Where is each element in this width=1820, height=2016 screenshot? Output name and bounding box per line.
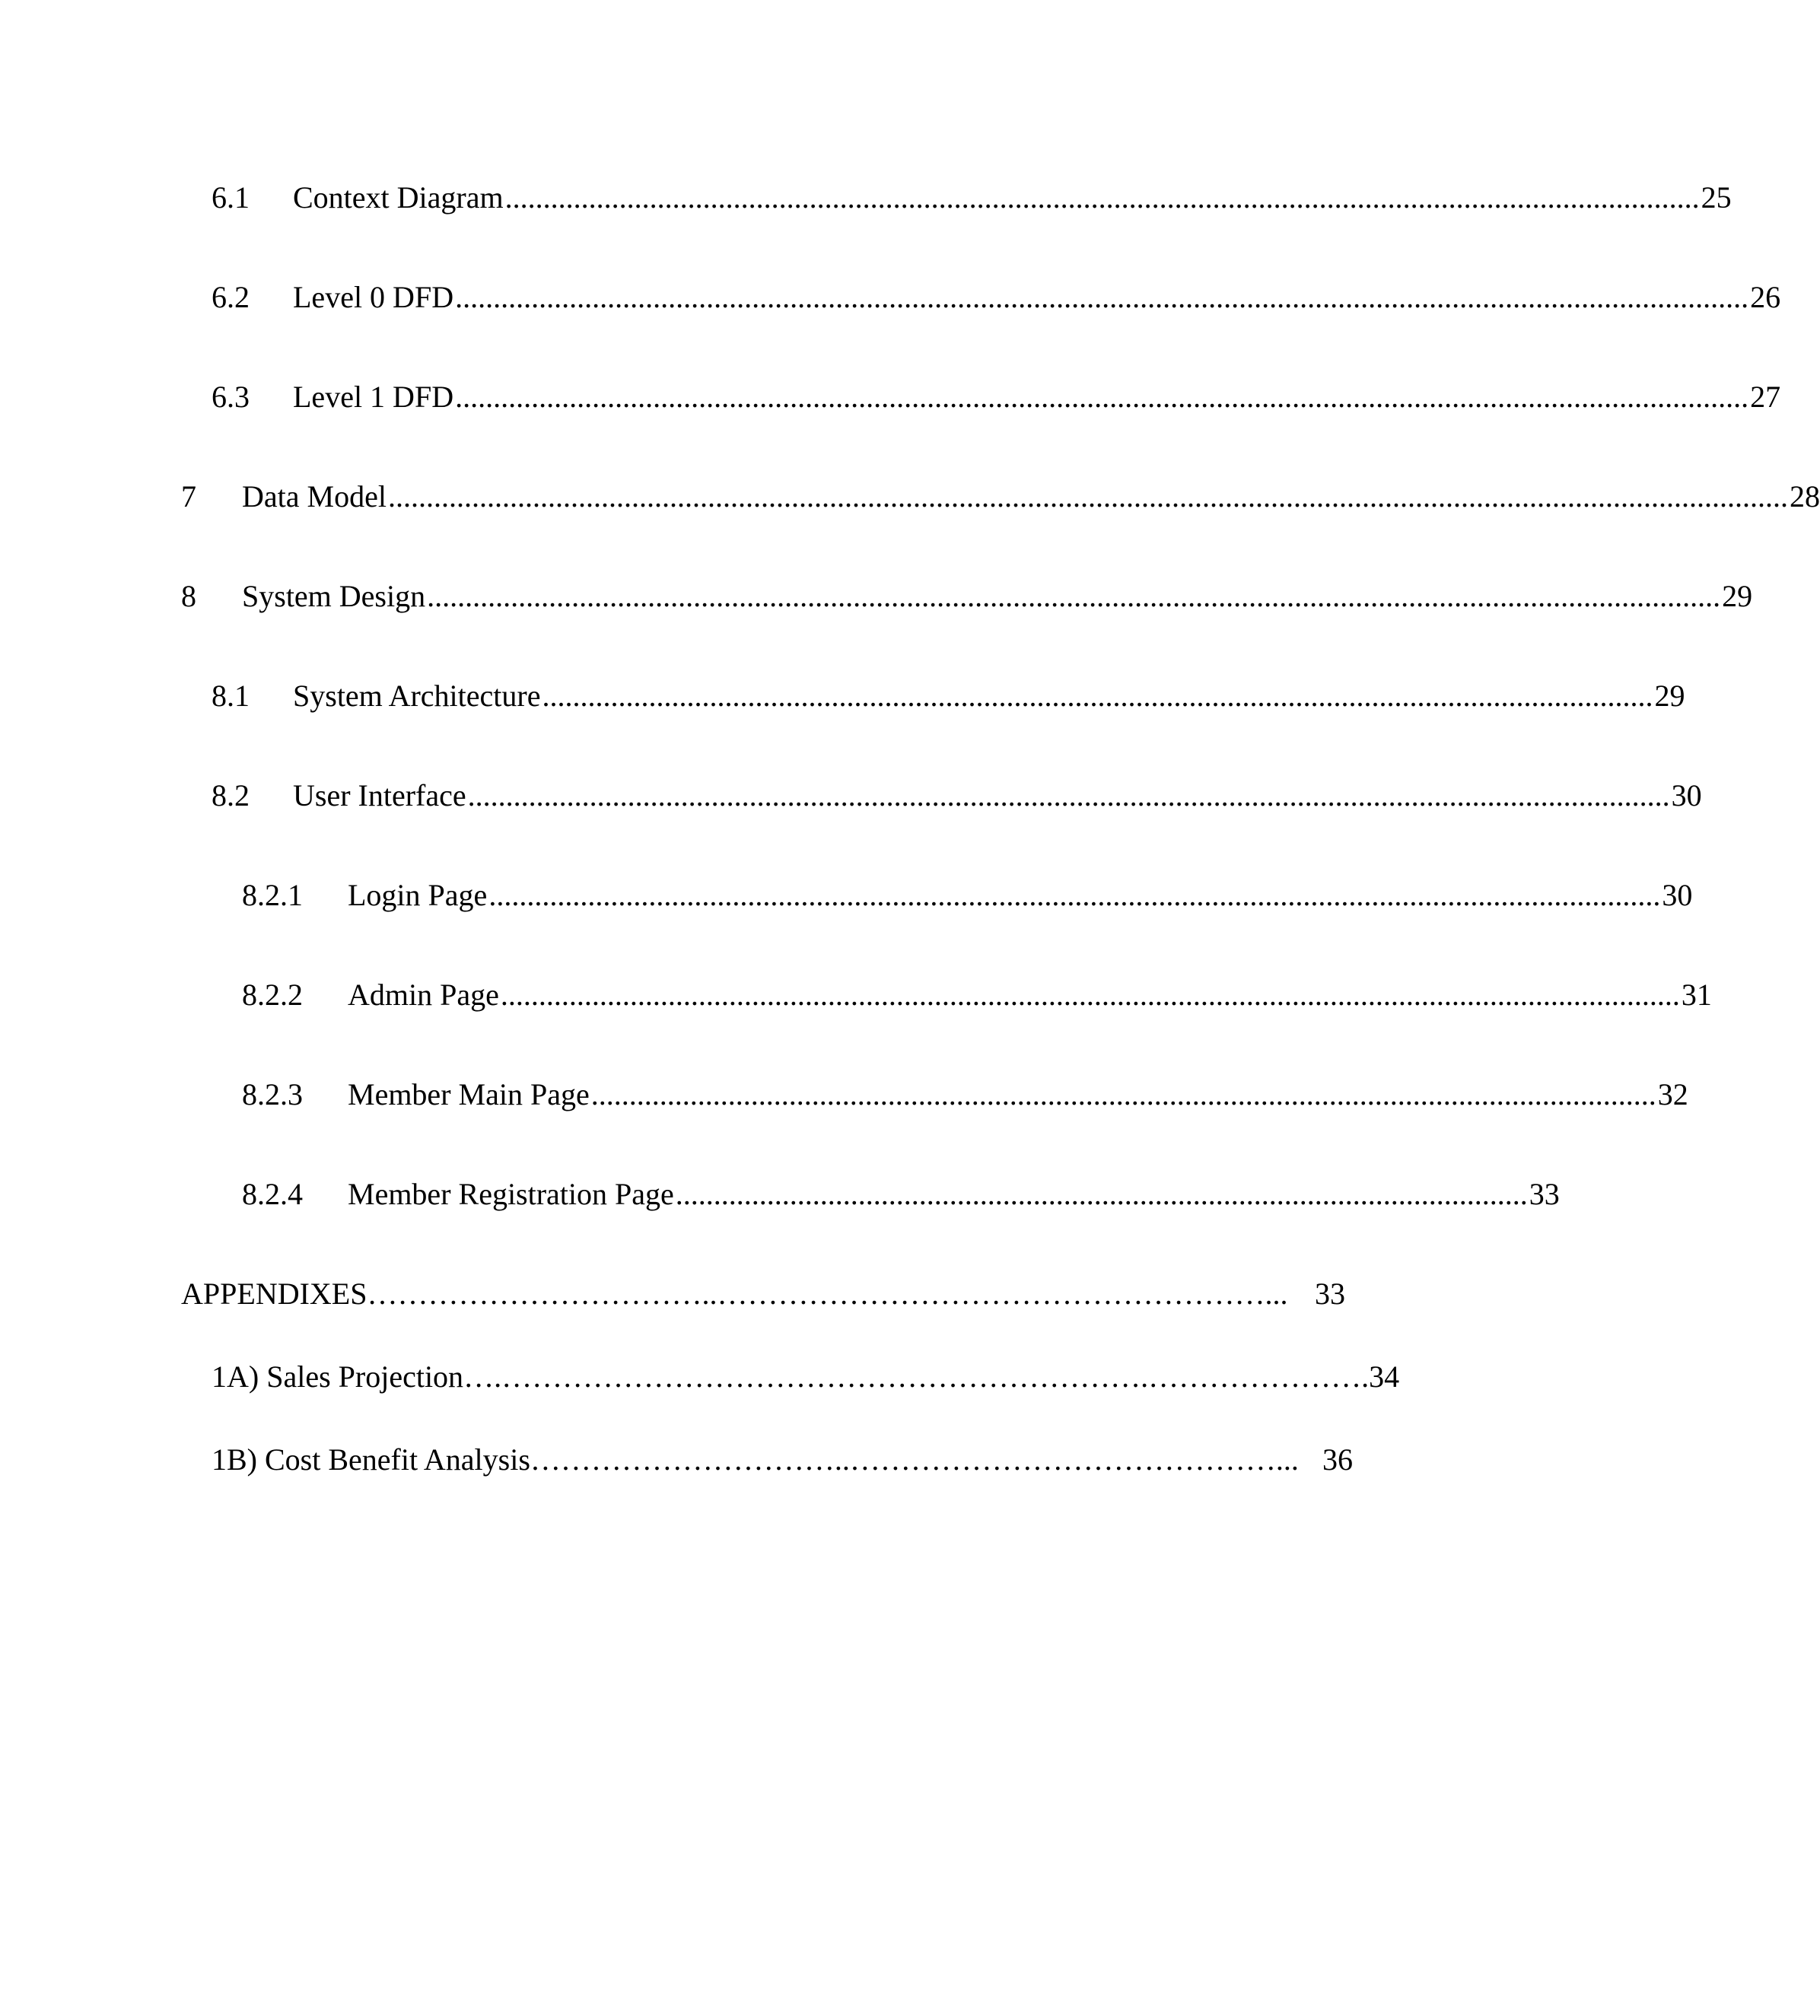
toc-entry-title: User Interface bbox=[293, 778, 466, 812]
toc-entry-8-2[interactable] bbox=[212, 778, 1702, 817]
toc-page-number: 29 bbox=[1722, 579, 1753, 613]
toc-page-number: 30 bbox=[1671, 778, 1702, 812]
toc-dot-leader: ……………………………..………………………………………………... bbox=[367, 1277, 1288, 1311]
toc-entry-title: Context Diagram bbox=[293, 180, 504, 215]
toc-page-number: 33 bbox=[1315, 1277, 1345, 1311]
toc-page-number: 36 bbox=[1322, 1442, 1353, 1477]
toc-entry-number: 6.2 bbox=[212, 280, 250, 314]
toc-entry-number: 8.2.3 bbox=[242, 1077, 303, 1111]
toc-entry-number: 8.2.4 bbox=[242, 1177, 303, 1211]
toc-page-number: 32 bbox=[1657, 1077, 1688, 1111]
toc-dot-leader: .............................................................................................................................................................. bbox=[467, 778, 1670, 812]
toc-dot-leader: ............................................................................................................................................ bbox=[590, 1077, 1656, 1111]
toc-dot-leader: .......................................................................................................................................................................... bbox=[427, 579, 1721, 613]
toc-entry-8-2-3[interactable] bbox=[242, 1077, 1688, 1116]
toc-page-number: 30 bbox=[1662, 878, 1693, 912]
toc-entry-title: Level 1 DFD bbox=[293, 380, 454, 414]
toc-page-number: 25 bbox=[1701, 180, 1732, 215]
toc-entry-8-2-4[interactable] bbox=[242, 1177, 1560, 1216]
toc-entry-title: Level 0 DFD bbox=[293, 280, 454, 314]
toc-dot-leader: ........................................................................................................................................................................................ bbox=[387, 479, 1788, 514]
toc-dot-leader: .......................................................................................................................................................................... bbox=[455, 280, 1749, 314]
toc-entry-number: 8.2.2 bbox=[242, 978, 303, 1012]
toc-dot-leader: ….……………………………………………………….…………………. bbox=[463, 1359, 1370, 1394]
toc-page-number: 34 bbox=[1369, 1359, 1400, 1394]
toc-page-number: 26 bbox=[1750, 280, 1781, 314]
toc-dot-leader: …………………………..……………………………………... bbox=[530, 1442, 1299, 1477]
toc-entry-title: Admin Page bbox=[348, 978, 499, 1012]
toc-entry-number: 8 bbox=[181, 579, 196, 613]
toc-dot-leader: .......................................................................................................................................................... bbox=[488, 878, 1661, 912]
toc-page-number: 31 bbox=[1681, 978, 1712, 1012]
toc-entry-title: Member Registration Page bbox=[348, 1177, 674, 1211]
toc-entry-title: 1A) Sales Projection bbox=[212, 1359, 464, 1394]
toc-entry-title: Member Main Page bbox=[348, 1077, 590, 1111]
toc-entry-7[interactable] bbox=[181, 479, 1820, 518]
toc-page-number: 29 bbox=[1654, 679, 1685, 713]
toc-entry-appendix-1a[interactable] bbox=[212, 1359, 1400, 1398]
toc-dot-leader: .......................................................................................................................................................................... bbox=[455, 380, 1749, 414]
toc-dot-leader: ........................................................................................................................................................... bbox=[500, 978, 1680, 1012]
toc-entry-number: 8.1 bbox=[212, 679, 250, 713]
toc-entry-title: APPENDIXES bbox=[181, 1277, 368, 1311]
toc-entry-number: 8.2.1 bbox=[242, 878, 303, 912]
toc-entry-number: 7 bbox=[181, 479, 196, 514]
toc-entry-6-2[interactable] bbox=[212, 280, 1781, 319]
toc-dot-leader: ............................................................................................................................................................. bbox=[504, 180, 1700, 215]
toc-entry-8[interactable] bbox=[181, 579, 1753, 618]
toc-entry-number: 6.3 bbox=[212, 380, 250, 414]
toc-entry-title: Data Model bbox=[242, 479, 387, 514]
toc-entry-8-1[interactable] bbox=[212, 679, 1685, 717]
toc-page-number: 28 bbox=[1789, 479, 1820, 514]
toc-entry-appendix-1b[interactable] bbox=[212, 1442, 1353, 1481]
toc-entry-8-2-1[interactable] bbox=[242, 878, 1693, 917]
toc-entry-title: 1B) Cost Benefit Analysis bbox=[212, 1442, 530, 1477]
toc-entry-title: System Architecture bbox=[293, 679, 541, 713]
toc-page-number: 33 bbox=[1529, 1177, 1560, 1211]
toc-page-number: 27 bbox=[1750, 380, 1781, 414]
toc-entry-title: System Design bbox=[242, 579, 426, 613]
toc-entry-number: 6.1 bbox=[212, 180, 250, 215]
toc-entry-title: Login Page bbox=[348, 878, 488, 912]
toc-dot-leader: .................................................................................................................................................. bbox=[542, 679, 1653, 713]
toc-entry-6-3[interactable] bbox=[212, 380, 1781, 418]
toc-entry-appendixes[interactable] bbox=[181, 1279, 1345, 1315]
toc-entry-6-1[interactable] bbox=[212, 180, 1732, 219]
toc-dot-leader: ................................................................................................................ bbox=[675, 1177, 1528, 1211]
toc-entry-number: 8.2 bbox=[212, 778, 250, 812]
toc-entry-8-2-2[interactable] bbox=[242, 978, 1712, 1016]
